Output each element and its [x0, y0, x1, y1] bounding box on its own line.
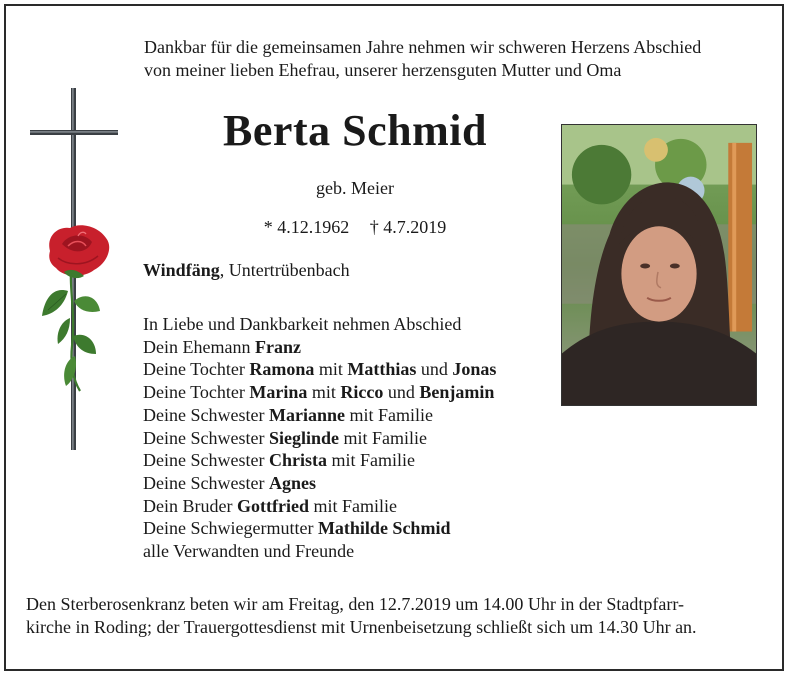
mourner-relation: Deine Tochter	[143, 382, 250, 403]
maiden-name: geb. Meier	[316, 178, 394, 198]
mourner-relation: Deine Schwester	[143, 404, 269, 425]
mourners-closing: alle Verwandten und Freunde	[143, 541, 355, 562]
intro-line: Dankbar für die gemeinsamen Jahre nehmen wir schweren Herzens Abschied	[144, 37, 702, 57]
mourner-relation: Deine Schwester	[143, 427, 269, 448]
life-dates	[180, 216, 530, 239]
mourner-relation: und	[416, 359, 453, 380]
death-date: † 4.7.2019	[369, 217, 447, 237]
residence-municipality: , Untertrübenbach	[219, 260, 350, 280]
mourner-line	[143, 427, 496, 450]
mourner-line	[143, 517, 496, 540]
mourner-line	[143, 449, 496, 472]
mourner-line	[143, 381, 496, 404]
residence	[143, 259, 350, 282]
mourner-name: Sieglinde	[268, 427, 339, 448]
mourner-relation: und	[383, 382, 420, 403]
intro-line: von meiner lieben Ehefrau, unserer herzensguten Mutter und Oma	[144, 60, 622, 80]
mourner-relation: Dein Ehemann	[143, 336, 255, 357]
mourner-relation: Deine Tochter	[143, 359, 250, 380]
mourner-name: Franz	[254, 336, 301, 357]
mourner-name: Matthias	[347, 359, 417, 380]
mourner-line	[143, 404, 496, 427]
residence-village: Windfäng	[143, 260, 220, 280]
mourner-line	[143, 336, 496, 359]
deceased-name: Berta Schmid	[223, 106, 487, 155]
mourners-intro: In Liebe und Dankbarkeit nehmen Abschied	[143, 314, 462, 334]
mourner-line	[143, 358, 496, 381]
mourner-name: Gottfried	[236, 495, 309, 516]
mourner-line	[143, 472, 496, 495]
mourners-list	[143, 313, 496, 563]
cross-icon	[28, 86, 128, 454]
mourner-relation: mit Familie	[344, 404, 433, 425]
mourner-relation: mit Familie	[326, 450, 415, 471]
mourner-name: Benjamin	[419, 382, 495, 403]
mourner-name: Mathilde Schmid	[317, 518, 451, 539]
intro-text	[144, 36, 764, 82]
mourner-name: Marina	[249, 382, 308, 403]
mourner-name: Ricco	[340, 382, 384, 403]
mourner-relation: mit Familie	[338, 427, 427, 448]
mourner-name: Christa	[268, 450, 327, 471]
service-line: Den Sterberosenkranz beten wir am Freitag, den 12.7.2019 um 14.00 Uhr in der Stadtpfarr-	[26, 594, 684, 614]
birth-date: * 4.12.1962	[263, 217, 350, 237]
mourner-relation: mit Familie	[308, 495, 397, 516]
mourner-line	[143, 495, 496, 518]
mourner-relation: Dein Bruder	[143, 495, 237, 516]
mourner-name: Agnes	[268, 472, 316, 493]
service-info	[26, 593, 771, 639]
portrait-photo	[561, 124, 757, 406]
mourner-relation: mit	[307, 382, 341, 403]
mourner-relation: mit	[314, 359, 348, 380]
mourner-name: Ramona	[249, 359, 315, 380]
mourner-relation: Deine Schwiegermutter	[143, 518, 318, 539]
mourner-name: Jonas	[452, 359, 497, 380]
mourner-name: Marianne	[268, 404, 345, 425]
mourner-relation: Deine Schwester	[143, 450, 269, 471]
mourner-relation: Deine Schwester	[143, 472, 269, 493]
service-line: kirche in Roding; der Trauergottesdienst mit Urnenbeisetzung schließt sich um 14.30 Uhr an.	[26, 617, 697, 637]
